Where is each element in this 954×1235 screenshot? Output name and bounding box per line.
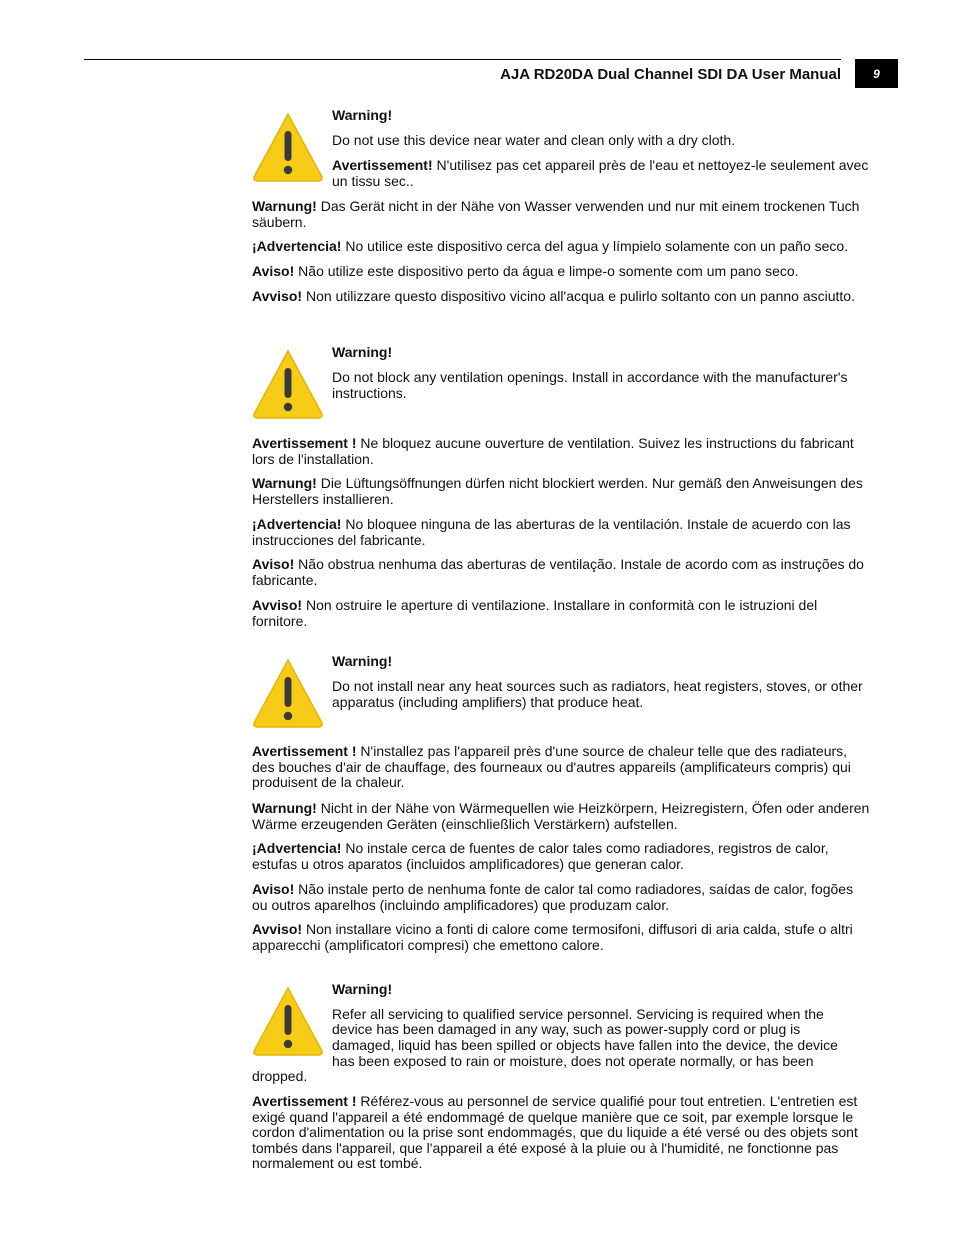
header-rule [84,59,841,60]
translation-text: Die Lüftungsöffnungen dürfen nicht blockiert werden. Nur gemäß den Anweisungen des Herstellers installieren. [252,475,863,507]
translation-label: Avviso! [252,921,303,937]
warning-text-line: Refer all servicing to qualified service personnel. Servicing is required when the [332,1006,824,1022]
warning-label: Warning! [332,653,393,669]
warning-text: Do not use this device near water and clean only with a dry cloth. [332,132,736,148]
translation-paragraph [252,436,870,467]
translation-label: Aviso! [252,556,295,572]
translation-paragraph [252,517,870,548]
translation-paragraph [252,922,870,953]
translation-text: Não obstrua nenhuma das aberturas de ventilação. Instale de acordo com as instruções do fabricante. [252,556,864,588]
translation-label: Avviso! [252,288,303,304]
translation-label: Warnung! [252,475,317,491]
warning-text-line: damaged, liquid has been spilled or objects have fallen into the device, the device [332,1037,838,1053]
translation-label: Avertissement ! [252,435,357,451]
translation-text: Das Gerät nicht in der Nähe von Wasser verwenden und nur mit einem trockenen Tuch säubern. [252,198,860,230]
translation-text: No utilice este dispositivo cerca del agua y límpielo solamente con un paño seco. [341,238,849,254]
translation-label: Warnung! [252,198,317,214]
translation-paragraph [252,557,870,588]
translation-paragraph [252,264,870,280]
warning-triangle-icon [252,657,324,729]
translation-label: Avertissement ! [252,1093,357,1109]
translation-label: ¡Advertencia! [252,840,342,856]
translation-label: Aviso! [252,881,295,897]
translation-paragraph [332,158,870,189]
translation-text: No bloquee ninguna de las aberturas de la ventilación. Instale de acuerdo con las instrucciones del fabricante. [252,516,851,548]
translation-paragraph [252,744,870,791]
translation-paragraph [252,801,870,832]
translation-text: Não instale perto de nenhuma fonte de calor tal como radiadores, saídas de calor, fogões ou outros aparelhos (incluindo amplificadores) que produzam calor. [252,881,854,913]
warning-text-line: device has been damaged in any way, such as power-supply cord or plug is [332,1021,801,1037]
translation-label: Warnung! [252,800,317,816]
translation-text: N'utilisez pas cet appareil près de l'eau et nettoyez-le seulement avec un tissu sec.. [332,157,869,189]
translation-label: ¡Advertencia! [252,238,342,254]
translation-text: Não utilize este dispositivo perto da água e limpe-o somente com um pano seco. [294,263,799,279]
warning-triangle-icon [252,985,324,1057]
translation-text: Non installare vicino a fonti di calore come termosifoni, diffusori di aria calda, stufe o altri apparecchi (amplificatori compresi) che emettono calore. [252,921,853,953]
warning-text: Do not block any ventilation openings. Install in accordance with the manufacturer's instructions. [332,369,848,401]
translation-label: ¡Advertencia! [252,516,342,532]
warning-label: Warning! [332,344,393,360]
translation-paragraph [252,289,870,305]
translation-text: No instale cerca de fuentes de calor tales como radiadores, registros de calor, estufas u otros aparatos (incluidos amplificadores) que generan calor. [252,840,829,872]
translation-label: Aviso! [252,263,295,279]
translation-paragraph [252,882,870,913]
translation-text: Non ostruire le aperture di ventilazione. Installare in conformità con le istruzioni del fornitore. [252,597,818,629]
translation-text: Nicht in der Nähe von Wärmequellen wie Heizkörpern, Heizregistern, Öfen oder anderen Wärme erzeugenden Geräten (einschließlich Verstärkern) aufstellen. [252,800,870,832]
manual-title: AJA RD20DA Dual Channel SDI DA User Manual [500,66,841,83]
warning-text: Do not install near any heat sources such as radiators, heat registers, stoves, or other apparatus (including amplifiers) that produce heat. [332,678,863,710]
warning-label: Warning! [332,981,393,997]
warning-text-tail: dropped. [252,1068,308,1084]
translation-text: Ne bloquez aucune ouverture de ventilation. Suivez les instructions du fabricant lors de l'installation. [252,435,854,467]
translation-paragraph [252,841,870,872]
warning-text-line: has been exposed to rain or moisture, does not operate normally, or has been [332,1053,814,1069]
warning-label: Warning! [332,107,393,123]
translation-paragraph [252,199,870,230]
page-number: 9 [855,59,898,88]
translation-text: Référez-vous au personnel de service qualifié pour tout entretien. L'entretien est exigé quand l'appareil a été endommagé de quelque manière que ce soit, par exemple lorsque le cordon d'alimentation ou la prise sont endommagés, que du liquide a été versé ou des objets sont tombés dans l'appareil, que l'appareil a été exposé à la pluie ou à l'humidité, ne fonctionne pas normalement ou est tombé. [252,1093,858,1172]
warning-triangle-icon [252,348,324,420]
translation-label: Avviso! [252,597,303,613]
translation-paragraph [252,1094,870,1172]
translation-text: N'installez pas l'appareil près d'une source de chaleur telle que des radiateurs, des bouches d'air de chauffage, des fourneaux ou d'autres appareils (amplificateurs compris) qui produisent de la chaleur. [252,743,851,791]
warning-triangle-icon [252,111,324,183]
translation-label: Avertissement ! [252,743,357,759]
translation-label: Avertissement! [332,157,433,173]
translation-text: Non utilizzare questo dispositivo vicino all'acqua e pulirlo soltanto con un panno asciutto. [302,288,855,304]
translation-paragraph [252,239,870,255]
translation-paragraph [252,598,870,629]
translation-paragraph [252,476,870,507]
